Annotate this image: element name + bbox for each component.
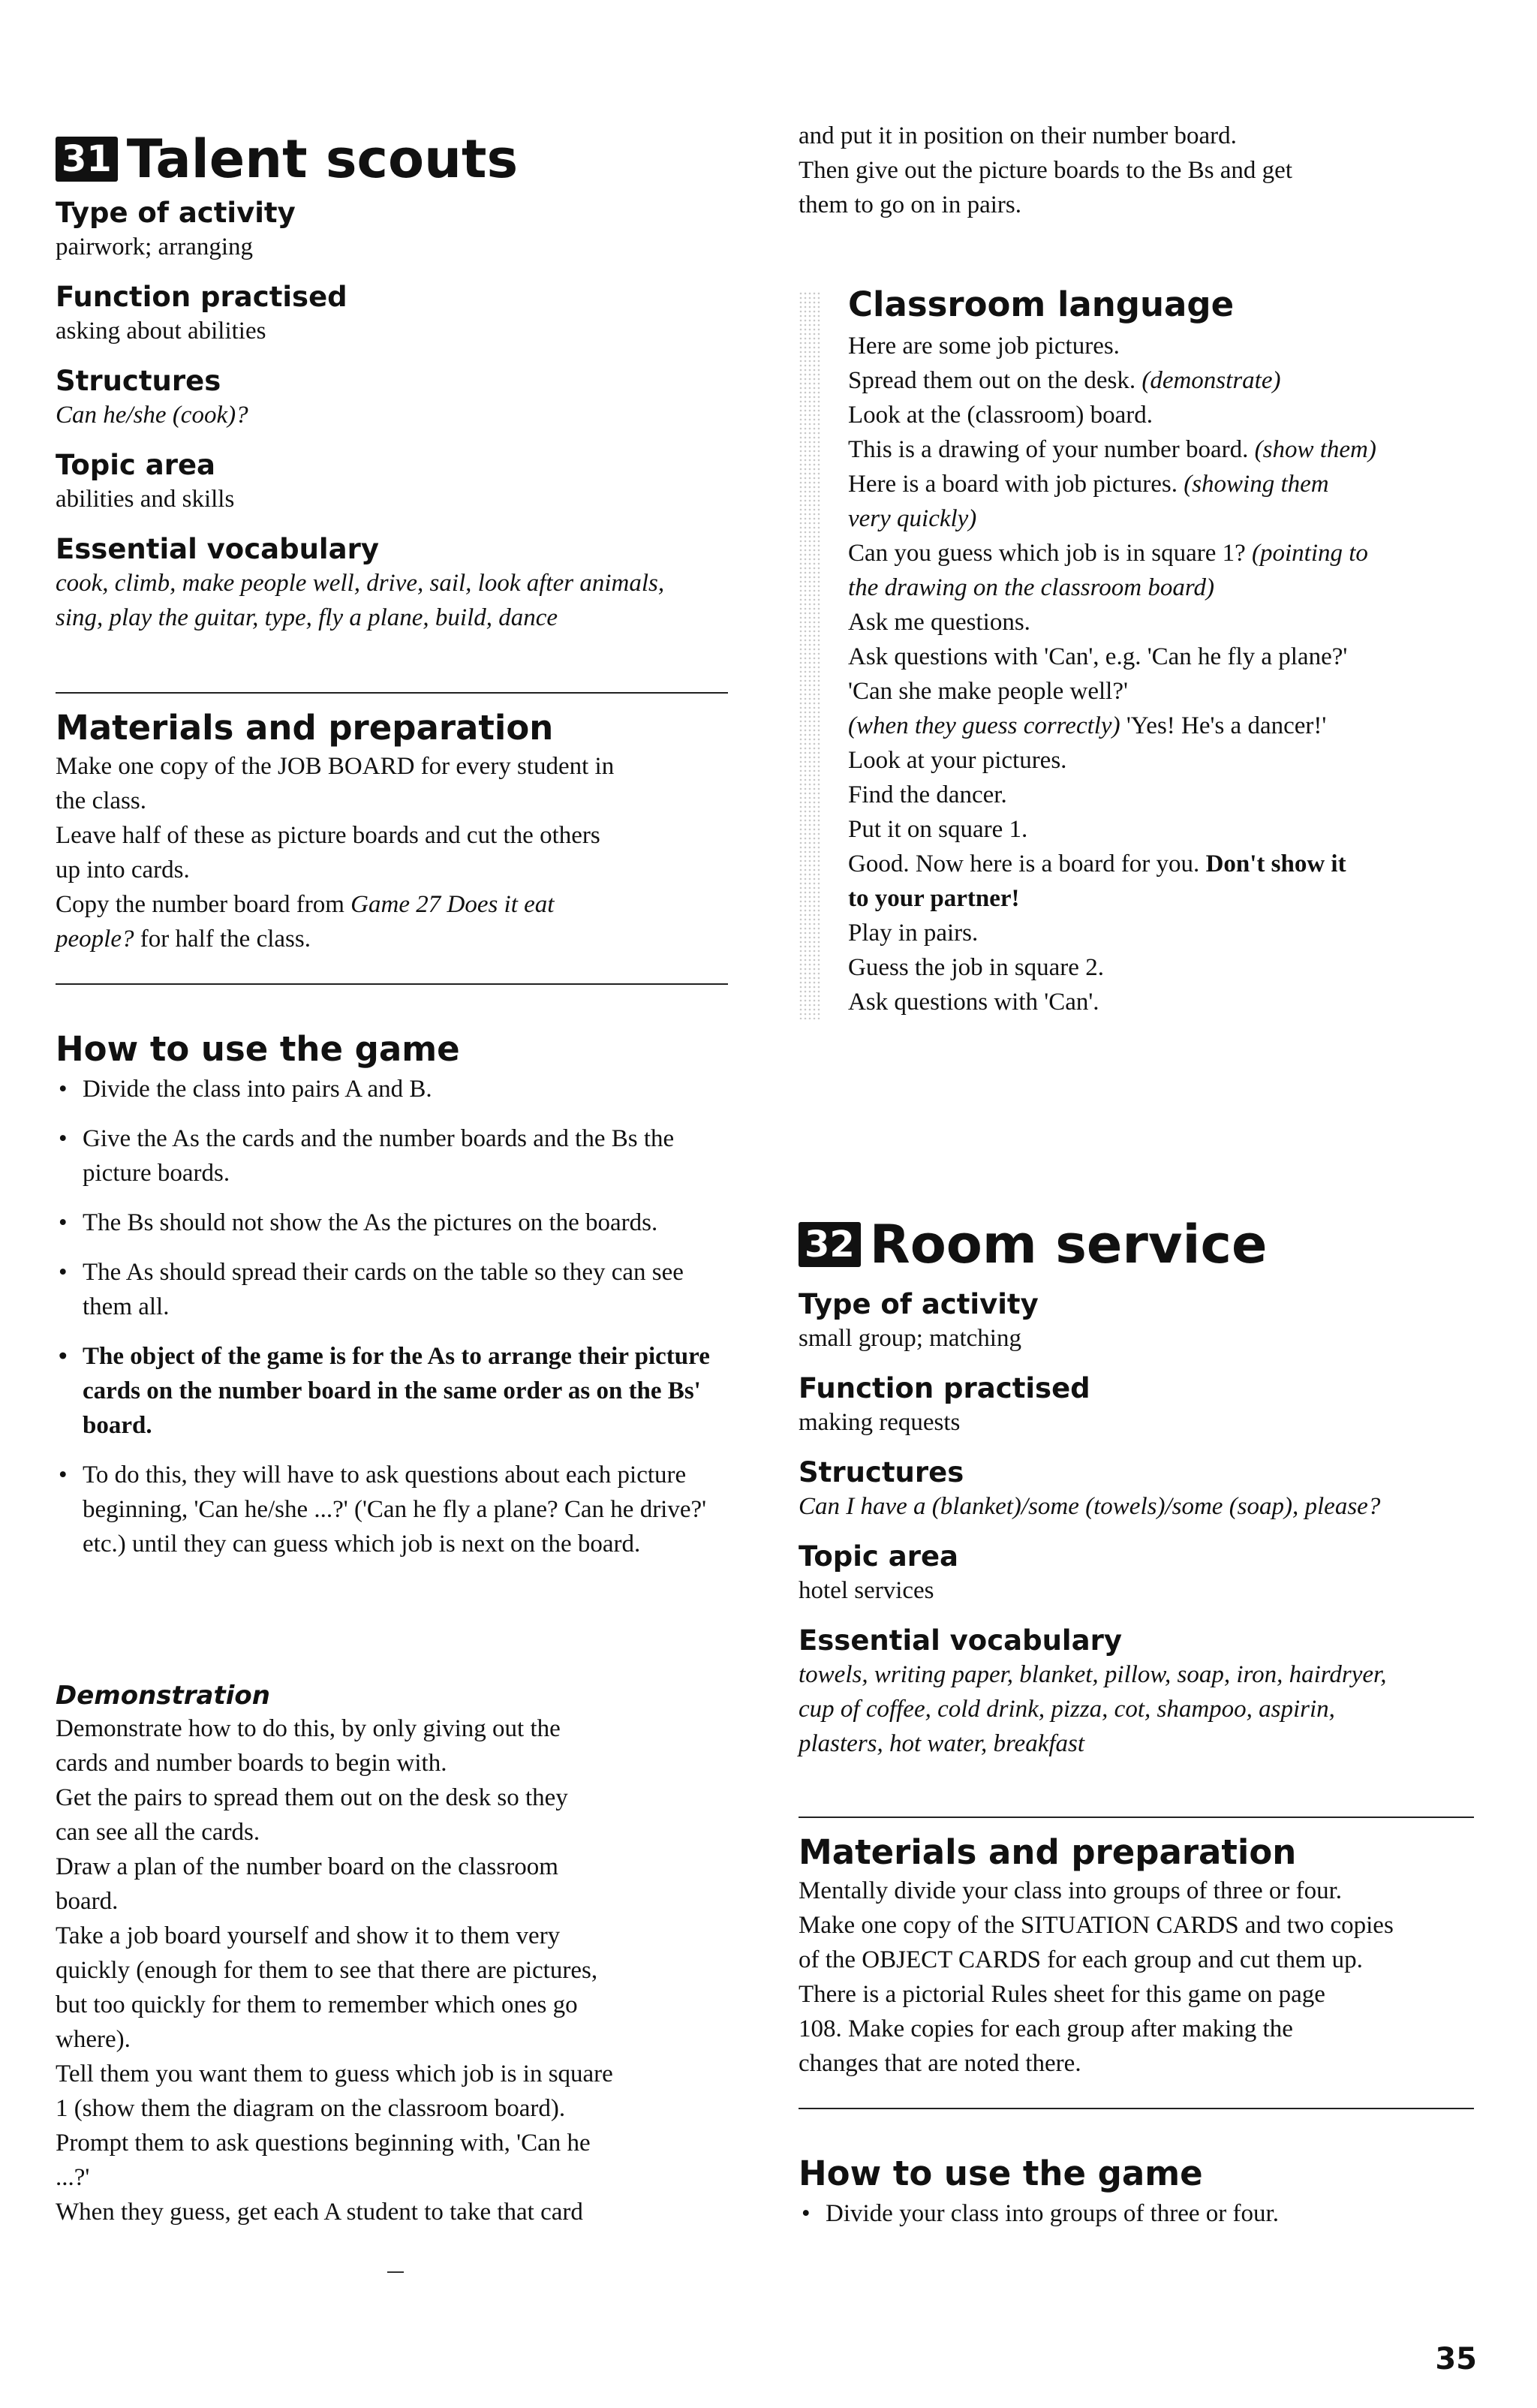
materials-line: Mentally divide your class into groups of three or four. <box>799 1877 1343 1904</box>
materials-line: of the OBJECT CARDS for each group and cut them up. <box>799 1946 1363 1973</box>
classroom-line <box>848 570 1508 605</box>
line-text: Here is a board with job pictures. <box>848 471 1184 498</box>
line-text: Here are some job pictures. <box>848 333 1120 360</box>
game-31-meta <box>56 197 731 635</box>
game-32-meta <box>799 1288 1474 1761</box>
line-note: (pointing to <box>1252 540 1368 567</box>
demo-line: Demonstrate how to do this, by only giving out the <box>56 1715 561 1742</box>
demo-line: and put it in position on their number board. <box>799 122 1237 149</box>
materials-line: Make one copy of the JOB BOARD for every student in <box>56 753 615 780</box>
materials-text: for half the class. <box>134 926 311 953</box>
list-item: • Divide your class into groups of three or four. <box>799 2196 1474 2231</box>
divider <box>56 983 728 985</box>
structures-value: Can he/she (cook)? <box>56 402 248 429</box>
type-label: Type of activity <box>799 1288 1039 1320</box>
demonstration-continued <box>799 119 1474 222</box>
howto-heading: How to use the game <box>799 2154 1203 2193</box>
classroom-line <box>848 985 1508 1019</box>
materials-line <box>56 922 731 956</box>
line-emphasis: to your partner! <box>848 885 1020 912</box>
howto-list <box>56 1072 731 1561</box>
howto-section <box>56 1028 731 1561</box>
line-text: Guess the job in square 2. <box>848 954 1104 981</box>
vocab-value-line-1: towels, writing paper, blanket, pillow, soap, iron, hairdryer, <box>799 1661 1387 1688</box>
divider <box>56 692 728 694</box>
structures-label: Structures <box>56 365 221 397</box>
line-text: Spread them out on the desk. <box>848 367 1142 394</box>
materials-section <box>799 1832 1474 2081</box>
materials-line: up into cards. <box>56 856 190 883</box>
line-note: (demonstrate) <box>1141 367 1281 394</box>
materials-line: Make one copy of the SITUATION CARDS and two copies <box>799 1912 1394 1939</box>
function-value: asking about abilities <box>56 318 266 345</box>
demo-line: board. <box>56 1888 119 1915</box>
howto-list <box>799 2196 1474 2231</box>
howto-section <box>799 2153 1474 2231</box>
list-item: • Divide the class into pairs A and B. <box>56 1072 731 1106</box>
line-note: very quickly) <box>848 505 977 532</box>
line-text: Play in pairs. <box>848 920 979 947</box>
classroom-line <box>848 812 1508 847</box>
materials-text: Copy the number board from <box>56 891 351 918</box>
demo-line: them to go on in pairs. <box>799 191 1021 218</box>
line-emphasis: Don't show it <box>1205 850 1346 877</box>
demo-line: ...?' <box>56 2164 90 2191</box>
line-text: Look at your pictures. <box>848 747 1067 774</box>
line-text: Put it on square 1. <box>848 816 1028 843</box>
classroom-line <box>848 605 1508 640</box>
materials-heading: Materials and preparation <box>56 708 554 748</box>
classroom-language-heading: Classroom language <box>848 284 1235 324</box>
game-reference: Game 27 Does it eat <box>350 891 555 918</box>
game-reference: people? <box>56 926 134 953</box>
line-text: Ask questions with 'Can', e.g. 'Can he fly a plane?' <box>848 643 1348 670</box>
topic-value: hotel services <box>799 1577 934 1604</box>
classroom-line <box>848 743 1508 778</box>
demo-line: Prompt them to ask questions beginning with, 'Can he <box>56 2130 591 2157</box>
materials-line <box>56 887 731 922</box>
line-note: the drawing on the classroom board) <box>848 574 1214 601</box>
divider <box>799 1817 1474 1818</box>
line-text: 'Can she make people well?' <box>848 678 1128 705</box>
demo-line: Take a job board yourself and show it to them very <box>56 1922 561 1949</box>
list-item: • The object of the game is for the As to arrange their picture cards on the number board in the same order as on the Bs' board. <box>56 1339 731 1443</box>
classroom-line <box>848 916 1508 950</box>
demo-line: where). <box>56 2026 131 2053</box>
vocab-label: Essential vocabulary <box>56 533 379 565</box>
function-label: Function practised <box>56 281 347 313</box>
classroom-language-section <box>799 284 1508 1019</box>
demo-line: but too quickly for them to remember which ones go <box>56 1991 578 2018</box>
materials-line: changes that are noted there. <box>799 2050 1081 2077</box>
list-item: • To do this, they will have to ask questions about each picture beginning, 'Can he/she ...?' ('Can he fly a plane? Can he drive?' etc.) until they can guess which job is next on the board. <box>56 1458 731 1561</box>
demo-line: quickly (enough for them to see that there are pictures, <box>56 1957 598 1984</box>
classroom-line <box>848 501 1508 536</box>
divider <box>799 2108 1474 2109</box>
topic-label: Topic area <box>56 449 216 481</box>
topic-value: abilities and skills <box>56 486 235 513</box>
demo-line: can see all the cards. <box>56 1819 260 1846</box>
line-note: (show them) <box>1254 436 1376 463</box>
classroom-line <box>848 536 1508 570</box>
line-note: (when they guess correctly) <box>848 712 1120 739</box>
type-label: Type of activity <box>56 197 296 229</box>
structures-label: Structures <box>799 1456 964 1488</box>
line-text: Good. Now here is a board for you. <box>848 850 1206 877</box>
demo-line: cards and number boards to begin with. <box>56 1750 447 1777</box>
materials-line: the class. <box>56 787 146 814</box>
materials-section <box>56 707 731 956</box>
function-value: making requests <box>799 1409 961 1436</box>
divider <box>387 2271 404 2273</box>
vocab-value-line-2: cup of coffee, cold drink, pizza, cot, shampoo, aspirin, <box>799 1696 1335 1723</box>
game-title: Room service <box>869 1214 1268 1275</box>
game-31-title-row <box>56 129 518 189</box>
game-number-badge: 32 <box>799 1222 861 1267</box>
classroom-line <box>848 847 1508 881</box>
game-32-title-row <box>799 1215 1267 1275</box>
line-text: Can you guess which job is in square 1? <box>848 540 1253 567</box>
line-text: 'Yes! He's a dancer!' <box>1120 712 1327 739</box>
line-text: Look at the (classroom) board. <box>848 402 1153 429</box>
classroom-line <box>848 432 1508 467</box>
page-number: 35 <box>1435 2342 1477 2376</box>
line-text: This is a drawing of your number board. <box>848 436 1255 463</box>
demo-line: 1 (show them the diagram on the classroom board). <box>56 2095 566 2122</box>
structures-value: Can I have a (blanket)/some (towels)/some (soap), please? <box>799 1493 1381 1520</box>
function-label: Function practised <box>799 1372 1090 1404</box>
demo-line: Draw a plan of the number board on the classroom <box>56 1853 558 1880</box>
game-number-badge: 31 <box>56 137 118 182</box>
demonstration-heading: Demonstration <box>56 1681 270 1711</box>
vocab-value-line-1: cook, climb, make people well, drive, sail, look after animals, <box>56 570 665 597</box>
classroom-line <box>848 329 1508 363</box>
demo-line: When they guess, get each A student to take that card <box>56 2199 583 2226</box>
list-item: • The Bs should not show the As the pictures on the boards. <box>56 1206 731 1240</box>
howto-heading: How to use the game <box>56 1029 460 1069</box>
classroom-line <box>848 640 1508 674</box>
line-note: (showing them <box>1184 471 1329 498</box>
topic-label: Topic area <box>799 1540 959 1573</box>
game-title: Talent scouts <box>126 128 519 190</box>
classroom-line <box>848 398 1508 432</box>
classroom-line <box>848 363 1508 398</box>
classroom-line <box>848 709 1508 743</box>
materials-line: Leave half of these as picture boards and cut the others <box>56 822 600 849</box>
vocab-label: Essential vocabulary <box>799 1624 1122 1657</box>
materials-line: 108. Make copies for each group after making the <box>799 2015 1293 2042</box>
vocab-value-line-2: sing, play the guitar, type, fly a plane, build, dance <box>56 604 558 631</box>
classroom-line <box>848 674 1508 709</box>
line-text: Ask questions with 'Can'. <box>848 989 1099 1016</box>
demonstration-section <box>56 1680 731 2229</box>
materials-heading: Materials and preparation <box>799 1832 1297 1872</box>
materials-line: There is a pictorial Rules sheet for this game on page <box>799 1981 1325 2008</box>
vocab-value-line-3: plasters, hot water, breakfast <box>799 1730 1085 1757</box>
classroom-line <box>848 950 1508 985</box>
dotted-sidebar-decoration <box>799 291 821 1019</box>
demo-line: Then give out the picture boards to the Bs and get <box>799 157 1293 184</box>
line-text: Ask me questions. <box>848 609 1030 636</box>
list-item: • The As should spread their cards on the table so they can see them all. <box>56 1255 731 1324</box>
list-item: • Give the As the cards and the number boards and the Bs the picture boards. <box>56 1121 731 1190</box>
demo-line: Get the pairs to spread them out on the desk so they <box>56 1784 568 1811</box>
classroom-line <box>848 467 1508 501</box>
demo-line: Tell them you want them to guess which job is in square <box>56 2060 613 2087</box>
type-value: pairwork; arranging <box>56 233 253 260</box>
line-text: Find the dancer. <box>848 781 1007 808</box>
classroom-line <box>848 778 1508 812</box>
type-value: small group; matching <box>799 1325 1021 1352</box>
classroom-line <box>848 881 1508 916</box>
